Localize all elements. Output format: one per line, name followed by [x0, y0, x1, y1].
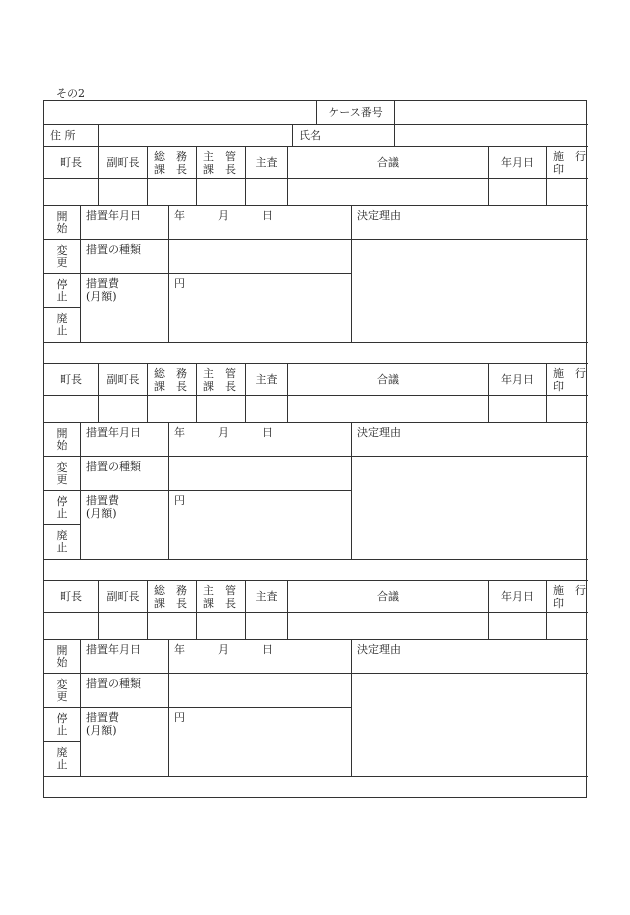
measure-date-field[interactable]: 年 月 日 — [169, 640, 352, 674]
decision-reason-field[interactable] — [352, 240, 588, 343]
decision-reason-field[interactable] — [352, 457, 588, 560]
decision-reason-label: 決定理由 — [352, 423, 588, 457]
suspend-label — [44, 274, 81, 308]
mayor-label: 町長 — [44, 581, 99, 613]
enforcement-seal-label — [547, 581, 588, 613]
enforcement-seal-field[interactable] — [547, 179, 588, 206]
case-number-label: ケース番号 — [317, 101, 395, 125]
change-line1: 変 — [56, 677, 68, 691]
measure-date-field[interactable]: 年 月 日 — [169, 206, 352, 240]
general-affairs-manager-label — [148, 147, 197, 179]
enforcement-line1: 施 行 — [553, 366, 586, 380]
start-label — [44, 206, 81, 240]
name-field[interactable] — [395, 125, 588, 147]
change-line2: 更 — [56, 689, 68, 703]
header-blank-cell — [44, 101, 317, 125]
start-line1: 開 — [56, 209, 68, 223]
consultation-label: 合議 — [288, 147, 489, 179]
deputy-mayor-seal-field[interactable] — [99, 179, 148, 206]
start-line1: 開 — [56, 426, 68, 440]
enforcement-line2: 印 — [553, 596, 564, 610]
cost-line1: 措置費 — [86, 277, 119, 290]
abolish-label — [44, 742, 81, 777]
consultation-label: 合議 — [288, 581, 489, 613]
supervisor-line1: 主 管 — [203, 149, 236, 163]
date-label: 年月日 — [489, 364, 547, 396]
mayor-label: 町長 — [44, 147, 99, 179]
measure-date-label: 措置年月日 — [81, 423, 169, 457]
chief-label: 主査 — [246, 147, 288, 179]
cost-line2: (月額) — [86, 724, 117, 737]
chief-label: 主査 — [246, 364, 288, 396]
supervising-manager-label — [197, 364, 246, 396]
supervisor-line2: 課 長 — [203, 596, 236, 610]
measure-type-field[interactable] — [169, 240, 352, 274]
chief-seal-field[interactable] — [246, 396, 288, 423]
consultation-field[interactable] — [288, 613, 489, 640]
decision-reason-field[interactable] — [352, 674, 588, 777]
suspend-line1: 停 — [56, 277, 68, 291]
measure-type-label: 措置の種類 — [81, 240, 169, 274]
mayor-seal-field[interactable] — [44, 396, 99, 423]
general-affairs-line2: 課 長 — [154, 596, 187, 610]
enforcement-line2: 印 — [553, 162, 564, 176]
deputy-mayor-label: 副町長 — [99, 581, 148, 613]
abolish-label — [44, 525, 81, 560]
start-line2: 始 — [56, 221, 68, 235]
start-label — [44, 640, 81, 674]
measure-type-field[interactable] — [169, 674, 352, 708]
general-affairs-manager-label — [148, 581, 197, 613]
measure-date-field[interactable]: 年 月 日 — [169, 423, 352, 457]
section-spacer-row — [44, 777, 588, 797]
chief-label: 主査 — [246, 581, 288, 613]
supervisor-line1: 主 管 — [203, 583, 236, 597]
suspend-line1: 停 — [56, 494, 68, 508]
cost-line2: (月額) — [86, 507, 117, 520]
consultation-field[interactable] — [288, 179, 489, 206]
monthly-cost-label — [81, 491, 169, 560]
measure-record-form — [43, 100, 587, 798]
measure-type-field[interactable] — [169, 457, 352, 491]
supervising-manager-label — [197, 147, 246, 179]
section-spacer-row — [44, 560, 588, 581]
name-label: 氏名 — [293, 125, 395, 147]
date-label: 年月日 — [489, 147, 547, 179]
supervisor-seal-field[interactable] — [197, 179, 246, 206]
mayor-label: 町長 — [44, 364, 99, 396]
suspend-label — [44, 491, 81, 525]
general-affairs-line2: 課 長 — [154, 162, 187, 176]
abolish-line1: 廃 — [56, 746, 68, 759]
abolish-line1: 廃 — [56, 312, 68, 325]
change-line1: 変 — [56, 460, 68, 474]
supervisor-seal-field[interactable] — [197, 396, 246, 423]
general-affairs-manager-label — [148, 364, 197, 396]
address-field[interactable] — [99, 125, 293, 147]
abolish-line2: 止 — [56, 324, 68, 337]
decision-reason-label: 決定理由 — [352, 640, 588, 674]
change-label — [44, 457, 81, 491]
monthly-cost-field[interactable]: 円 — [169, 708, 352, 777]
monthly-cost-label — [81, 274, 169, 343]
abolish-line2: 止 — [56, 541, 68, 554]
enforcement-line2: 印 — [553, 379, 564, 393]
abolish-line2: 止 — [56, 758, 68, 771]
abolish-label — [44, 308, 81, 343]
deputy-mayor-seal-field[interactable] — [99, 396, 148, 423]
enforcement-seal-field[interactable] — [547, 613, 588, 640]
cost-line2: (月額) — [86, 290, 117, 303]
change-line2: 更 — [56, 472, 68, 486]
general-affairs-line2: 課 長 — [154, 379, 187, 393]
enforcement-line1: 施 行 — [553, 583, 586, 597]
page-label: その2 — [56, 87, 85, 100]
general-affairs-seal-field[interactable] — [148, 396, 197, 423]
general-affairs-seal-field[interactable] — [148, 613, 197, 640]
chief-seal-field[interactable] — [246, 179, 288, 206]
change-line1: 変 — [56, 243, 68, 257]
deputy-mayor-seal-field[interactable] — [99, 613, 148, 640]
case-number-field[interactable] — [395, 101, 588, 125]
start-label — [44, 423, 81, 457]
general-affairs-line1: 総 務 — [154, 583, 187, 597]
supervising-manager-label — [197, 581, 246, 613]
monthly-cost-label — [81, 708, 169, 777]
mayor-seal-field[interactable] — [44, 613, 99, 640]
abolish-line1: 廃 — [56, 529, 68, 542]
suspend-line2: 止 — [56, 723, 68, 737]
measure-date-label: 措置年月日 — [81, 640, 169, 674]
date-field[interactable] — [489, 179, 547, 206]
start-line1: 開 — [56, 643, 68, 657]
general-affairs-line1: 総 務 — [154, 149, 187, 163]
change-label — [44, 674, 81, 708]
change-label — [44, 240, 81, 274]
suspend-line2: 止 — [56, 289, 68, 303]
consultation-field[interactable] — [288, 396, 489, 423]
change-line2: 更 — [56, 255, 68, 269]
supervisor-seal-field[interactable] — [197, 613, 246, 640]
enforcement-seal-label — [547, 364, 588, 396]
measure-date-label: 措置年月日 — [81, 206, 169, 240]
section-spacer-row — [44, 343, 588, 364]
date-field[interactable] — [489, 613, 547, 640]
enforcement-seal-label — [547, 147, 588, 179]
supervisor-line1: 主 管 — [203, 366, 236, 380]
decision-reason-label: 決定理由 — [352, 206, 588, 240]
monthly-cost-field[interactable]: 円 — [169, 491, 352, 560]
cost-line1: 措置費 — [86, 494, 119, 507]
consultation-label: 合議 — [288, 364, 489, 396]
supervisor-line2: 課 長 — [203, 162, 236, 176]
start-line2: 始 — [56, 655, 68, 669]
date-field[interactable] — [489, 396, 547, 423]
mayor-seal-field[interactable] — [44, 179, 99, 206]
date-label: 年月日 — [489, 581, 547, 613]
suspend-label — [44, 708, 81, 742]
address-label: 住 所 — [44, 125, 99, 147]
measure-type-label: 措置の種類 — [81, 674, 169, 708]
general-affairs-line1: 総 務 — [154, 366, 187, 380]
enforcement-line1: 施 行 — [553, 149, 586, 163]
deputy-mayor-label: 副町長 — [99, 147, 148, 179]
supervisor-line2: 課 長 — [203, 379, 236, 393]
start-line2: 始 — [56, 438, 68, 452]
monthly-cost-field[interactable]: 円 — [169, 274, 352, 343]
chief-seal-field[interactable] — [246, 613, 288, 640]
deputy-mayor-label: 副町長 — [99, 364, 148, 396]
cost-line1: 措置費 — [86, 711, 119, 724]
suspend-line1: 停 — [56, 711, 68, 725]
suspend-line2: 止 — [56, 506, 68, 520]
enforcement-seal-field[interactable] — [547, 396, 588, 423]
measure-type-label: 措置の種類 — [81, 457, 169, 491]
general-affairs-seal-field[interactable] — [148, 179, 197, 206]
